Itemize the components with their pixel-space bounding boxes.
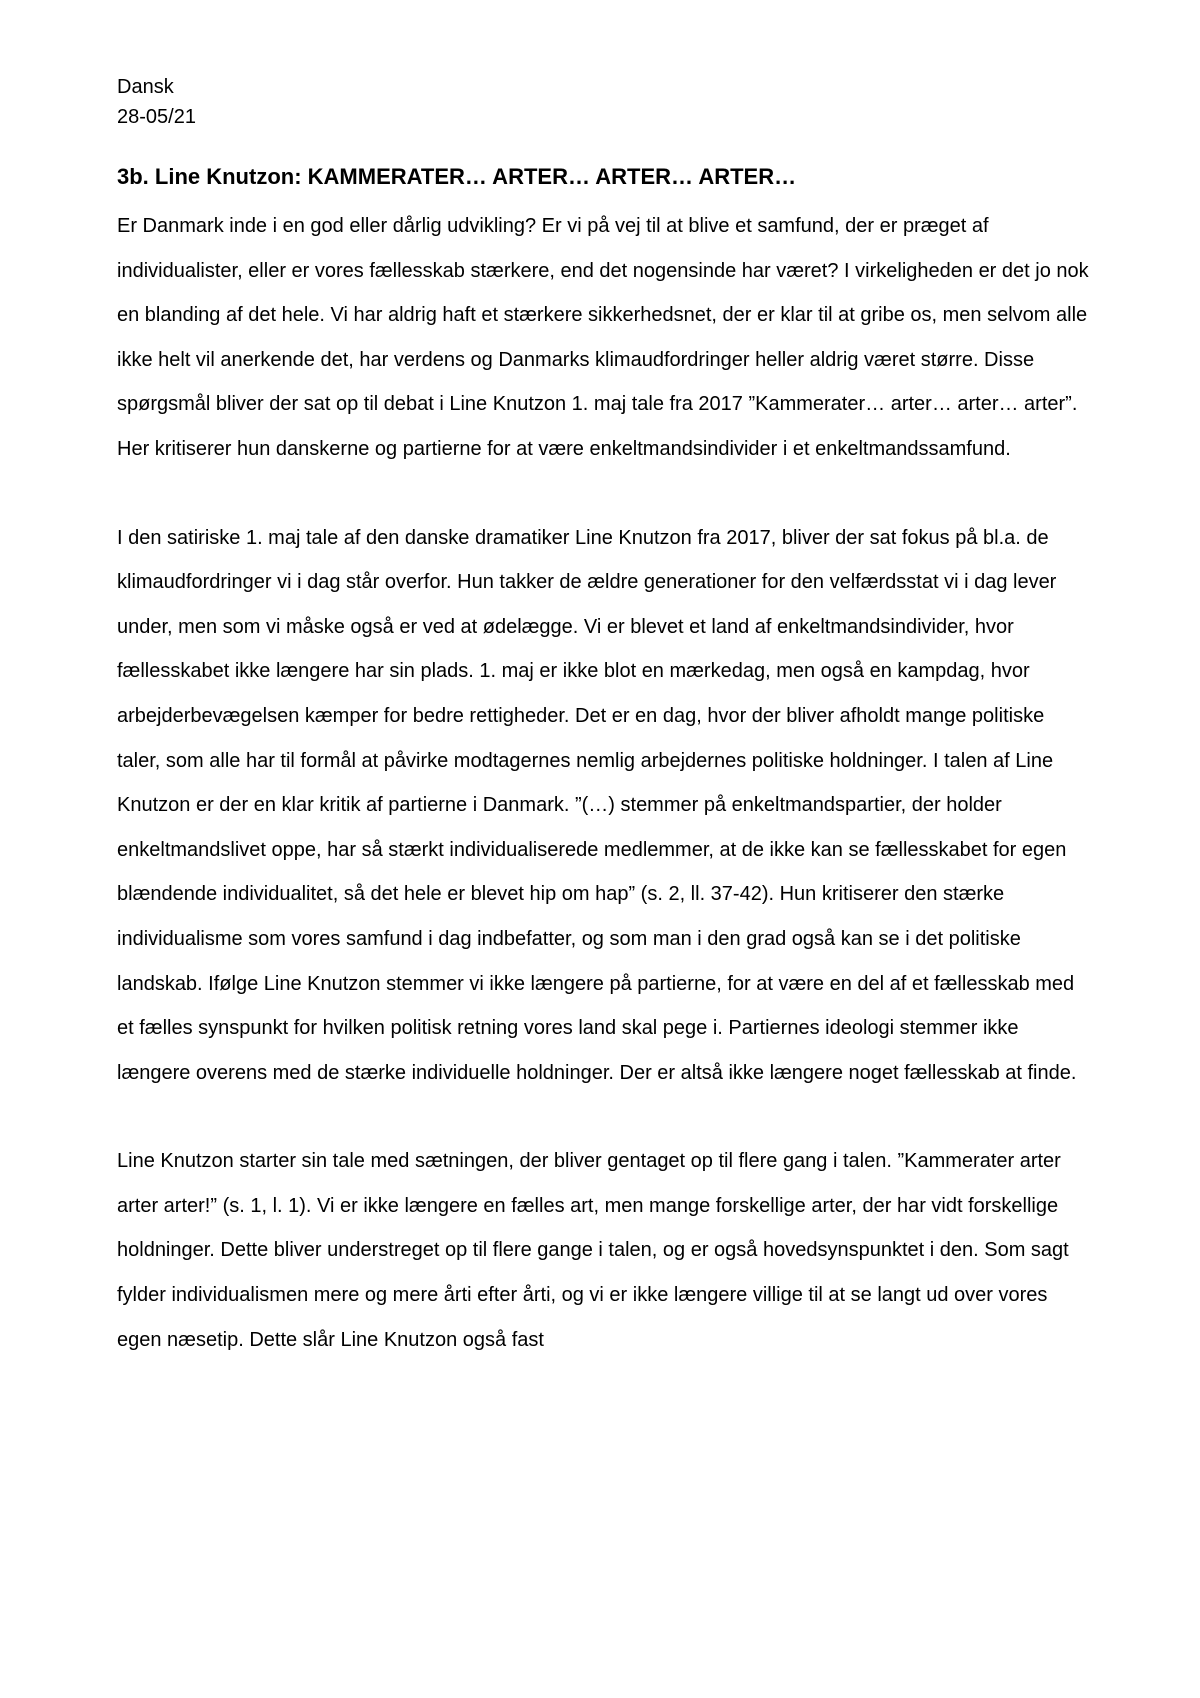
paragraph-opening-line: Line Knutzon starter sin tale med sætningen, der bliver gentaget op til flere gang i talen. ”Kammerater arter arter arter!” (s. 1, l. 1). Vi er ikke længere en fælles art, men mange forskellige arter, der har vidt forskellige holdninger. Dette bliver understreget op til flere gange i talen, og er også hovedsynspunktet i den. Som sagt fylder individualismen mere og mere årti efter årti, og vi er ikke længere villige til at se langt ud over vores egen næsetip. Dette slår Line Knutzon også fast [117, 1150, 1069, 1351]
document-body [117, 72, 1092, 1362]
document-title: 3b. Line Knutzon: KAMMERATER… ARTER… ARTER… ARTER… [117, 164, 797, 189]
subject-label: Dansk [117, 76, 174, 98]
paragraph-intro: Er Danmark inde i en god eller dårlig udvikling? Er vi på vej til at blive et samfund, der er præget af individualister, eller er vores fællesskab stærkere, end det nogensinde har været? I virkeligheden er det jo nok en blanding af det hele. Vi har aldrig haft et stærkere sikkerhedsnet, der er klar til at gribe os, men selvom alle ikke helt vil anerkende det, har verdens og Danmarks klimaudfordringer heller aldrig været større. Disse spørgsmål bliver der sat op til debat i Line Knutzon 1. maj tale fra 2017 ”Kammerater… arter… arter… arter”. Her kritiserer hun danskerne og partierne for at være enkeltmandsindivider i et enkeltmandssamfund. [117, 215, 1089, 460]
date-label: 28-05/21 [117, 106, 196, 128]
paragraph-analysis: I den satiriske 1. maj tale af den danske dramatiker Line Knutzon fra 2017, bliver der sat fokus på bl.a. de klimaudfordringer vi i dag står overfor. Hun takker de ældre generationer for den velfærdsstat vi i dag lever under, men som vi måske også er ved at ødelægge. Vi er blevet et land af enkeltmandsindivider, hvor fællesskabet ikke længere har sin plads. 1. maj er ikke blot en mærkedag, men også en kampdag, hvor arbejderbevægelsen kæmper for bedre rettigheder. Det er en dag, hvor der bliver afholdt mange politiske taler, som alle har til formål at påvirke modtagernes nemlig arbejdernes politiske holdninger. I talen af Line Knutzon er der en klar kritik af partierne i Danmark. ”(…) stemmer på enkeltmandspartier, der holder enkeltmandslivet oppe, har så stærkt individualiserede medlemmer, at de ikke kan se fællesskabet for egen blændende individualitet, så det hele er blevet hip om hap” (s. 2, ll. 37-42). Hun kritiserer den stærke individualisme som vores samfund i dag indbefatter, og som man i den grad også kan se i det politiske landskab. Ifølge Line Knutzon stemmer vi ikke længere på partierne, for at være en del af et fællesskab med et fælles synspunkt for hvilken politisk retning vores land skal pege i. Partiernes ideologi stemmer ikke længere overens med de stærke individuelle holdninger. Der er altså ikke længere noget fællesskab at finde. [117, 526, 1077, 1084]
